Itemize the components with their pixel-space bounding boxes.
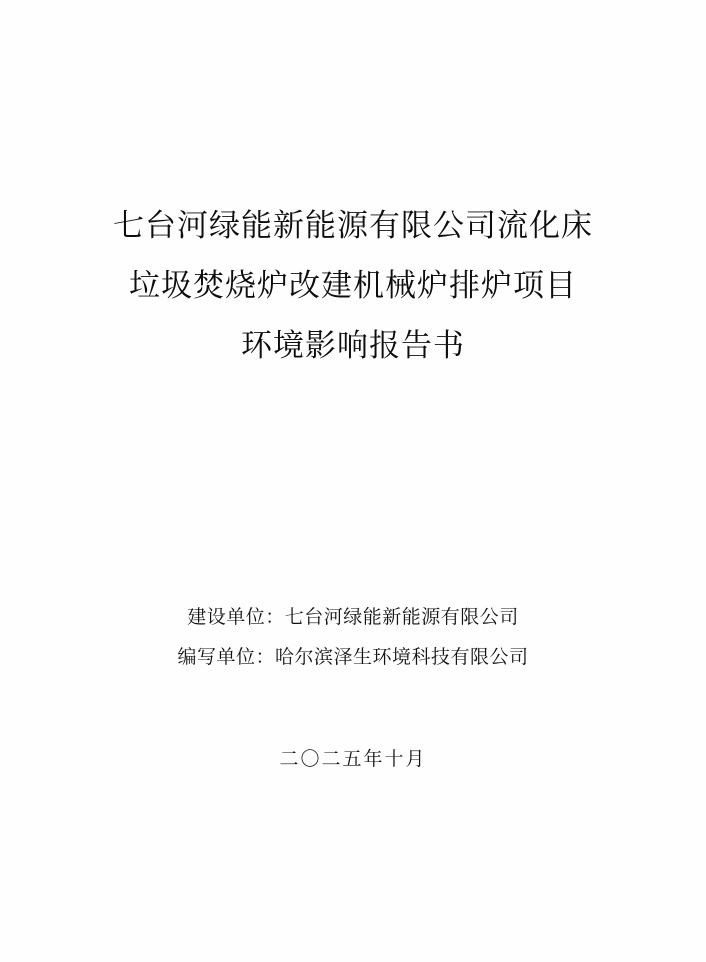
compiling-unit-line: 编写单位：哈尔滨泽生环境科技有限公司	[177, 647, 529, 668]
document-title	[0, 196, 706, 376]
title-line-1: 七台河绿能新能源有限公司流化床	[113, 208, 593, 243]
document-date: 二〇二五年十月	[279, 749, 427, 770]
title-line-3: 环境影响报告书	[241, 328, 465, 363]
construction-unit-line: 建设单位：七台河绿能新能源有限公司	[187, 607, 519, 628]
date-block	[0, 742, 706, 778]
title-line-2: 垃圾焚烧炉改建机械炉排炉项目	[129, 268, 577, 303]
organization-block	[0, 598, 706, 678]
